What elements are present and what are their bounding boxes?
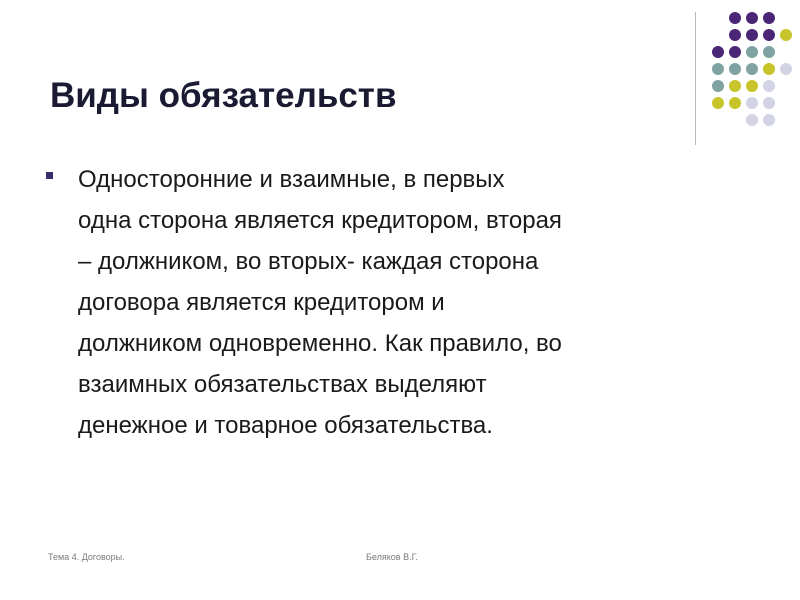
decorative-dot — [712, 80, 724, 92]
decorative-dot — [746, 114, 758, 126]
decorative-dot — [729, 63, 741, 75]
decorative-dot — [746, 29, 758, 41]
decorative-dot — [746, 12, 758, 24]
decorative-dot — [746, 46, 758, 58]
decorative-dot — [746, 97, 758, 109]
bullet-marker — [46, 172, 53, 179]
decorative-dot — [729, 29, 741, 41]
decorative-dot — [763, 29, 775, 41]
decorative-dot — [763, 12, 775, 24]
decorative-dot — [712, 46, 724, 58]
decorative-dot — [780, 29, 792, 41]
decorative-dot — [763, 63, 775, 75]
decorative-dot — [746, 63, 758, 75]
decorative-dot-grid — [0, 0, 800, 160]
slide-title: Виды обязательств — [50, 76, 397, 115]
footer-topic: Тема 4. Договоры. — [48, 552, 125, 562]
decorative-dot — [763, 114, 775, 126]
decorative-dot — [729, 12, 741, 24]
decorative-dot — [746, 80, 758, 92]
decorative-dot — [729, 97, 741, 109]
decorative-dot — [763, 80, 775, 92]
decorative-dot — [729, 46, 741, 58]
decorative-dot — [712, 63, 724, 75]
bullet-text: Односторонние и взаимные, в первых одна сторона является кредитором, вторая – должником, во вторых- каждая сторона договора является кредитором и должником одновременно. Как правило, во взаимных обязательствах выделяют денежное и товарное обязательства. — [78, 166, 562, 439]
footer-author: Беляков В.Г. — [366, 552, 418, 562]
decorative-dot — [729, 80, 741, 92]
decorative-dot — [763, 46, 775, 58]
decorative-dot — [712, 97, 724, 109]
decorative-dot — [763, 97, 775, 109]
decorative-dot — [780, 63, 792, 75]
